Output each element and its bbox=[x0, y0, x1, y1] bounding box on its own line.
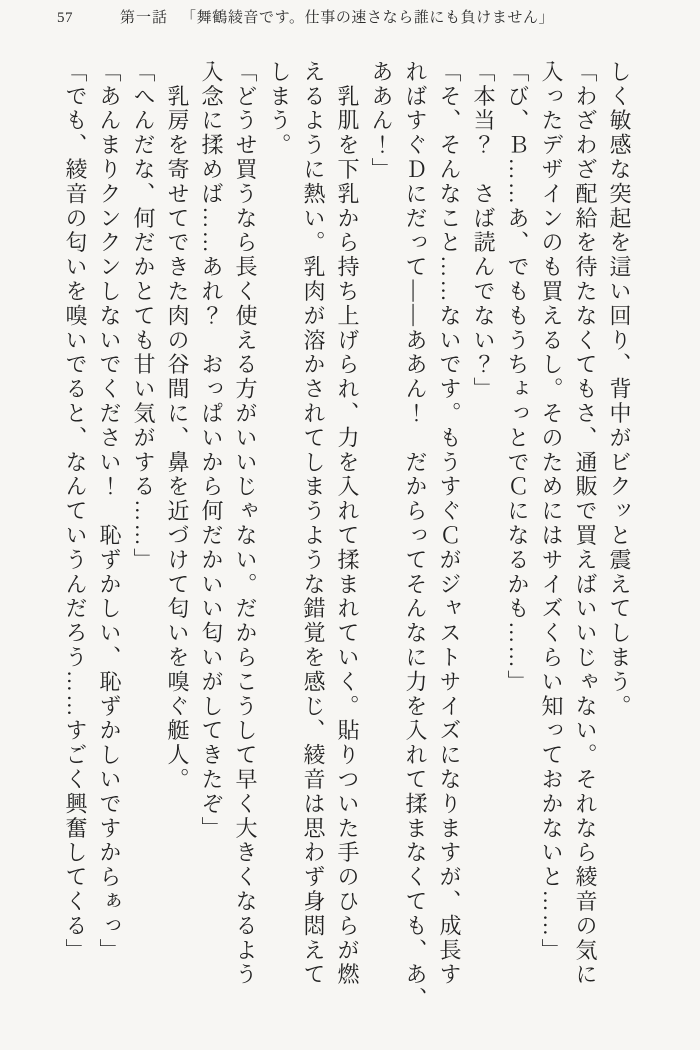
text-line: 「どうせ買うなら長く使える方がいいじゃない。だからこうして早く大きくなるよう bbox=[233, 60, 258, 988]
text-line: 「そ、そんなこと……ないです。もうすぐＣがジャストサイズになりますが、成長す bbox=[437, 60, 462, 988]
text-line: 入念に揉めば……あれ？ おっぱいから何だかいい匂いがしてきたぞ」 bbox=[199, 60, 224, 841]
chapter-label: 第一話 bbox=[120, 10, 169, 26]
text-line: 乳肌を下乳から持ち上げられ、力を入れて揉まれていく。貼りついた手のひらが燃 bbox=[335, 60, 360, 988]
text-line: 「へんだな、何だかとても甘い気がする……」 bbox=[131, 60, 156, 573]
text-line: 「でも、綾音の匂いを嗅いでると、なんていうんだろう……すごく興奮してくる」 bbox=[63, 60, 88, 963]
chapter-title: 「舞鶴綾音です。仕事の速さなら誰にも負けません」 bbox=[181, 10, 555, 26]
page-text bbox=[58, 60, 636, 1012]
text-line: しく敏感な突起を這い回り、背中がビクッと震えてしまう。 bbox=[607, 60, 632, 719]
page-header bbox=[57, 6, 554, 27]
text-line: 「本当？ さば読んでない？」 bbox=[471, 60, 496, 402]
text-line: ればすぐＤにだって――ああん！ だからってそんなに力を入れて揉まなくても、あ、 bbox=[403, 60, 428, 1012]
text-line: 乳房を寄せてできた肉の谷間に、鼻を近づけて匂いを嗅ぐ艇人。 bbox=[165, 60, 190, 792]
text-line: 「わざわざ配給を待たなくてもさ、通販で買えばいいじゃない。それなら綾音の気に bbox=[573, 60, 598, 988]
text-line: 「び、Ｂ……あ、でももうちょっとでＣになるかも……」 bbox=[505, 60, 530, 695]
page-number: 57 bbox=[57, 10, 73, 26]
text-line: ああん！」 bbox=[369, 60, 394, 182]
text-line: えるように熱い。乳肉が溶かされてしまうような錯覚を感じ、綾音は思わず身悶えて bbox=[301, 60, 326, 988]
text-line: しまう。 bbox=[267, 60, 292, 158]
text-line: 「あんまりクンクンしないでください！ 恥ずかしい、恥ずかしいですからぁっ」 bbox=[97, 60, 122, 963]
text-line: 入ったデザインのも買えるし。そのためにはサイズくらい知っておかないと……」 bbox=[539, 60, 564, 963]
